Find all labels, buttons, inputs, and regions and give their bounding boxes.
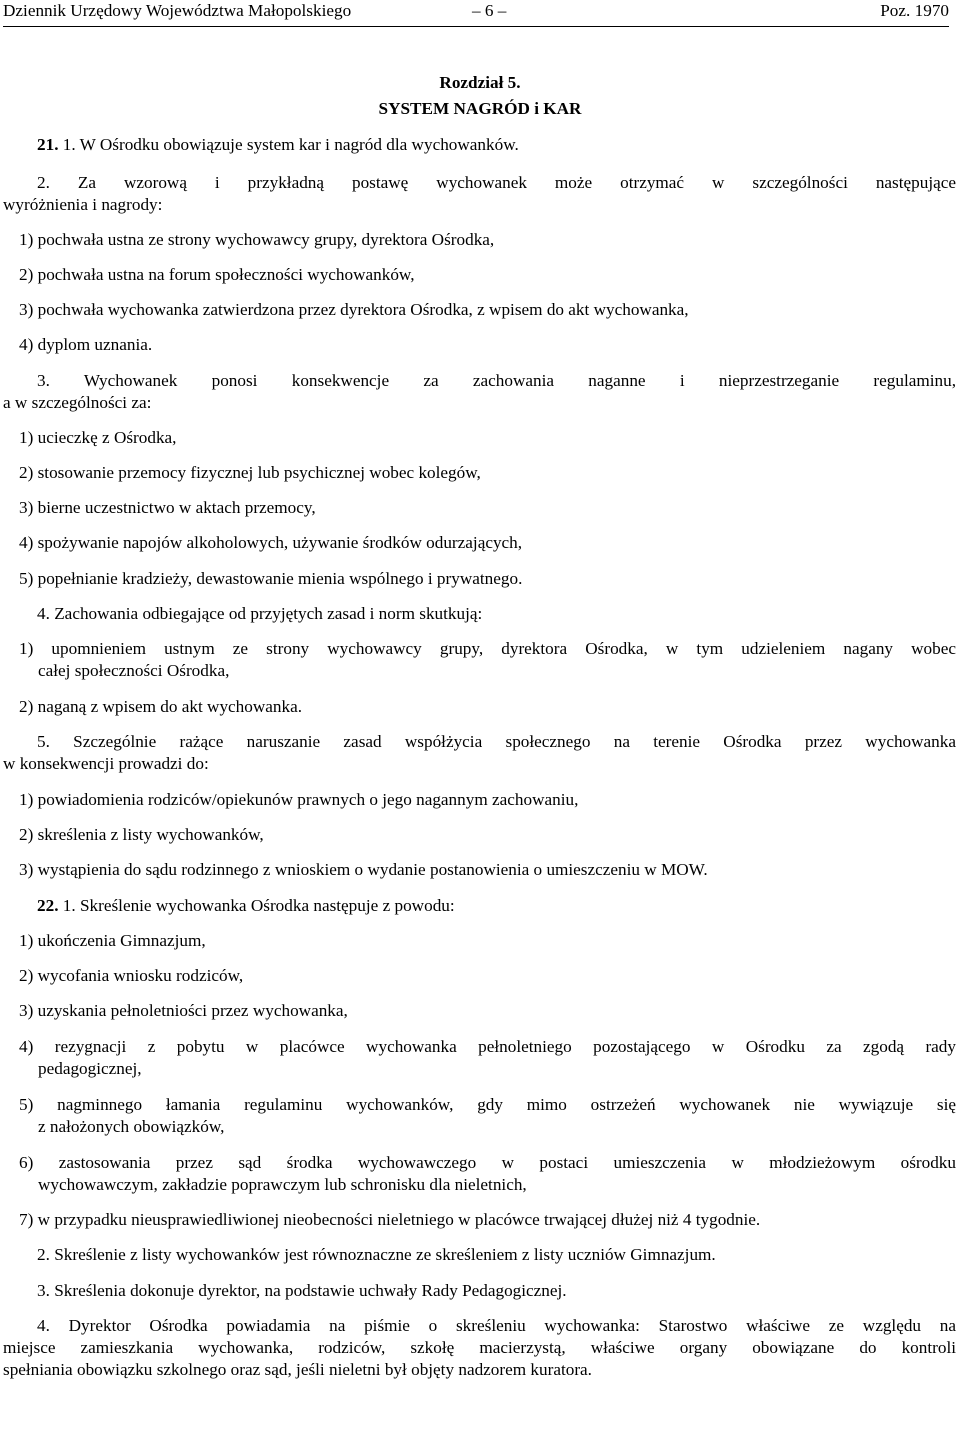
- paragraph-number: 21.: [37, 135, 59, 154]
- paragraph-22-p1: 22. 1. Skreślenie wychowanka Ośrodka następuje z powodu:: [37, 896, 455, 915]
- list-item-continuation: całej społeczności Ośrodka,: [38, 661, 230, 680]
- list-item: 1) pochwała ustna ze strony wychowawcy grupy, dyrektora Ośrodka,: [19, 230, 495, 249]
- list-item: 5) popełnianie kradzieży, dewastowanie mienia wspólnego i prywatnego.: [19, 569, 523, 588]
- paragraph-22-p4-line1: 4. Dyrektor Ośrodka powiadamia na piśmie o skreśleniu wychowanka: Starostwo właściwe ze względu na: [37, 1316, 956, 1335]
- journal-title: Dziennik Urzędowy Województwa Małopolskiego: [3, 1, 352, 20]
- list-item: 1) ucieczkę z Ośrodka,: [19, 428, 177, 447]
- paragraph-21-p5-line2: w konsekwencji prowadzi do:: [3, 754, 209, 773]
- paragraph-21-p2-line2: wyróżnienia i nagrody:: [3, 195, 163, 214]
- list-item: 2) naganą z wpisem do akt wychowanka.: [19, 697, 303, 716]
- list-item: 7) w przypadku nieusprawiedliwionej nieobecności nieletniego w placówce trwającej dłużej niż 4 tygodnie.: [19, 1210, 761, 1229]
- paragraph-21-p3-line1: 3. Wychowanek ponosi konsekwencje za zachowania naganne i nieprzestrzeganie regulaminu,: [37, 371, 956, 390]
- chapter-subtitle: SYSTEM NAGRÓD i KAR: [378, 99, 582, 118]
- paragraph-21-p1: 21. 1. W Ośrodku obowiązuje system kar i nagród dla wychowanków.: [37, 135, 519, 154]
- list-item: 1) ukończenia Gimnazjum,: [19, 931, 206, 950]
- paragraph-22-p4-line2: miejsce zamieszkania wychowanka, rodziców, szkołę macierzystą, właściwe organy obowiązane do kontroli: [3, 1338, 956, 1357]
- list-item: 4) spożywanie napojów alkoholowych, używanie środków odurzających,: [19, 533, 523, 552]
- list-item: 1) powiadomienia rodziców/opiekunów prawnych o jego nagannym zachowaniu,: [19, 790, 579, 809]
- paragraph-22-p4-line3: spełniania obowiązku szkolnego oraz sąd, jeśli nieletni był objęty nadzorem kuratora.: [3, 1360, 592, 1379]
- position-number: Poz. 1970: [880, 1, 949, 20]
- paragraph-number: 22.: [37, 896, 59, 915]
- list-item: 3) wystąpienia do sądu rodzinnego z wnioskiem o wydanie postanowienia o umieszczeniu w MOW.: [19, 860, 708, 879]
- list-item: 6) zastosowania przez sąd środka wychowawczego w postaci umieszczenia w młodzieżowym ośrodku: [19, 1153, 956, 1172]
- paragraph-21-p5-line1: 5. Szczególnie rażące naruszanie zasad współżycia społecznego na terenie Ośrodka przez wychowanka: [37, 732, 956, 751]
- list-item: 2) skreślenia z listy wychowanków,: [19, 825, 264, 844]
- chapter-title: Rozdział 5.: [439, 73, 521, 92]
- list-item: 4) rezygnacji z pobytu w placówce wychowanka pełnoletniego pozostającego w Ośrodku za zgodą rady: [19, 1037, 956, 1056]
- list-item-continuation: wychowawczym, zakładzie poprawczym lub schronisku dla nieletnich,: [38, 1175, 527, 1194]
- list-item: 3) bierne uczestnictwo w aktach przemocy,: [19, 498, 316, 517]
- list-item: 1) upomnieniem ustnym ze strony wychowawcy grupy, dyrektora Ośrodka, w tym udzieleniem nagany wobec: [19, 639, 956, 658]
- list-item-continuation: pedagogicznej,: [38, 1059, 142, 1078]
- page-header: [3, 0, 949, 27]
- list-item: 2) wycofania wniosku rodziców,: [19, 966, 244, 985]
- list-item: 2) pochwała ustna na forum społeczności wychowanków,: [19, 265, 415, 284]
- paragraph-22-p2: 2. Skreślenie z listy wychowanków jest równoznaczne ze skreśleniem z listy uczniów Gimnazjum.: [37, 1245, 716, 1264]
- paragraph-21-p4: 4. Zachowania odbiegające od przyjętych zasad i norm skutkują:: [37, 604, 483, 623]
- list-item: 4) dyplom uznania.: [19, 335, 153, 354]
- list-item: 3) pochwała wychowanka zatwierdzona przez dyrektora Ośrodka, z wpisem do akt wychowanka,: [19, 300, 689, 319]
- paragraph-22-p3: 3. Skreślenia dokonuje dyrektor, na podstawie uchwały Rady Pedagogicznej.: [37, 1281, 567, 1300]
- list-item: 2) stosowanie przemocy fizycznej lub psychicznej wobec kolegów,: [19, 463, 481, 482]
- list-item-continuation: z nałożonych obowiązków,: [38, 1117, 225, 1136]
- list-item: 3) uzyskania pełnoletniości przez wychowanka,: [19, 1001, 348, 1020]
- paragraph-21-p3-line2: a w szczególności za:: [3, 393, 152, 412]
- list-item: 5) nagminnego łamania regulaminu wychowanków, gdy mimo ostrzeżeń wychowanek nie wywiązuje się: [19, 1095, 956, 1114]
- paragraph-21-p2-line1: 2. Za wzorową i przykładną postawę wychowanek może otrzymać w szczególności następujące: [37, 173, 956, 192]
- page-number: – 6 –: [472, 1, 507, 20]
